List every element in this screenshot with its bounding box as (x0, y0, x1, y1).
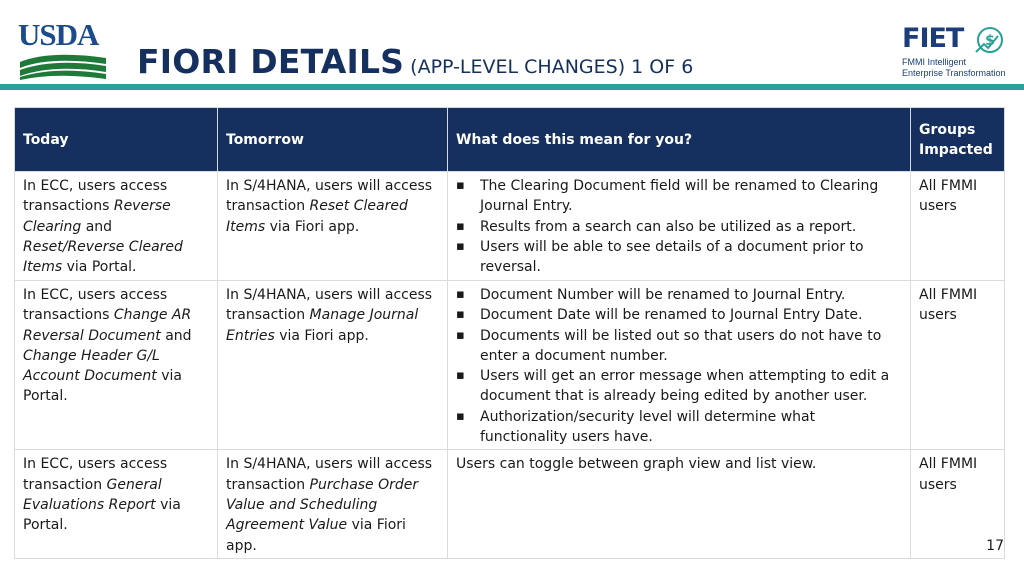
today-text: via Portal. (62, 259, 137, 276)
today-transaction-name: Change AR Reversal Document (23, 307, 192, 344)
today-text: via Portal. (23, 368, 182, 405)
tomorrow-text: In S/4HANA, users will access transaction (226, 287, 433, 324)
today-text: and (81, 218, 113, 235)
column-header-today: Today (15, 108, 218, 172)
table-row (15, 172, 1005, 281)
tomorrow-cell (218, 281, 448, 450)
meaning-list-item: ▪ The Clearing Document field will be renamed to Clearing Journal Entry. (456, 176, 902, 217)
fiet-logo-word: FIET (902, 23, 964, 54)
groups-cell: All FMMI users (911, 450, 1005, 558)
today-text: via Portal. (23, 496, 181, 534)
groups-cell: All FMMI users (911, 172, 1005, 281)
page-title (137, 42, 693, 81)
app-changes-table (14, 107, 1005, 559)
today-text: In ECC, users access transaction (23, 456, 168, 493)
today-transaction-name: Reset/Reverse Cleared Items (23, 238, 183, 276)
fiet-logo-tagline (902, 57, 1006, 79)
meaning-list-item: ▪ Users will get an error message when attempting to edit a document that is already being edited by another user. (456, 366, 902, 407)
meaning-list-item: ▪ Users will be able to see details of a document prior to reversal. (456, 237, 902, 278)
today-cell (15, 172, 218, 281)
today-transaction-name: General Evaluations Report (23, 476, 162, 513)
tomorrow-transaction-name: Purchase Order Value and Scheduling Agreement Value (226, 476, 419, 534)
column-header-tomorrow: Tomorrow (218, 108, 448, 172)
today-text: In ECC, users access transactions (23, 178, 168, 215)
meaning-list-item: ▪ Document Number will be renamed to Journal Entry. (456, 285, 902, 305)
tomorrow-transaction-name: Manage Journal Entries (226, 307, 419, 344)
header-divider (0, 84, 1024, 90)
groups-cell: All FMMI users (911, 281, 1005, 450)
dollar-growth-icon (974, 24, 1004, 56)
svg-text:$: $ (985, 33, 995, 49)
tomorrow-cell (218, 172, 448, 281)
tomorrow-text: via Fiori app. (265, 218, 360, 235)
table-header-row (15, 108, 1005, 172)
meaning-list-item: ▪ Authorization/security level will determine what functionality users have. (456, 407, 902, 448)
usda-logo (18, 18, 108, 80)
fiet-logo-line2: Enterprise Transformation (902, 68, 1006, 78)
today-text: In ECC, users access transactions (23, 287, 168, 324)
meaning-cell (448, 281, 911, 450)
page-title-main: FIORI DETAILS (137, 42, 405, 81)
page-title-subtitle: (APP-LEVEL CHANGES) 1 OF 6 (410, 56, 694, 78)
usda-logo-text: USDA (18, 17, 99, 52)
meaning-cell: Users can toggle between graph view and list view. (448, 450, 911, 558)
meaning-cell (448, 172, 911, 281)
today-cell (15, 281, 218, 450)
table-row (15, 450, 1005, 558)
meaning-list (456, 285, 902, 447)
meaning-list-item: ▪ Document Date will be renamed to Journal Entry Date. (456, 305, 902, 325)
meaning-list (456, 176, 902, 277)
tomorrow-transaction-name: Reset Cleared Items (226, 198, 408, 235)
page-number: 17 (986, 538, 1004, 554)
today-transaction-name: Reverse Clearing (23, 198, 171, 235)
meaning-list-item: ▪ Results from a search can also be utilized as a report. (456, 217, 902, 237)
tomorrow-text: via Fiori app. (274, 327, 369, 344)
fiet-logo (900, 24, 1010, 84)
usda-wave-icon (20, 52, 106, 80)
table-row (15, 281, 1005, 450)
column-header-groups: Groups Impacted (911, 108, 1005, 172)
today-transaction-name: Change Header G/L Account Document (23, 347, 160, 385)
meaning-list-item: ▪ Documents will be listed out so that users do not have to enter a document number. (456, 326, 902, 367)
today-cell (15, 450, 218, 558)
today-text: and (160, 327, 192, 344)
tomorrow-cell (218, 450, 448, 558)
fiet-logo-line1: FMMI Intelligent (902, 57, 967, 67)
tomorrow-text: In S/4HANA, users will access transaction (226, 456, 433, 493)
column-header-meaning: What does this mean for you? (448, 108, 911, 172)
tomorrow-text: via Fiori app. (226, 517, 406, 554)
tomorrow-text: In S/4HANA, users will access transaction (226, 178, 433, 215)
